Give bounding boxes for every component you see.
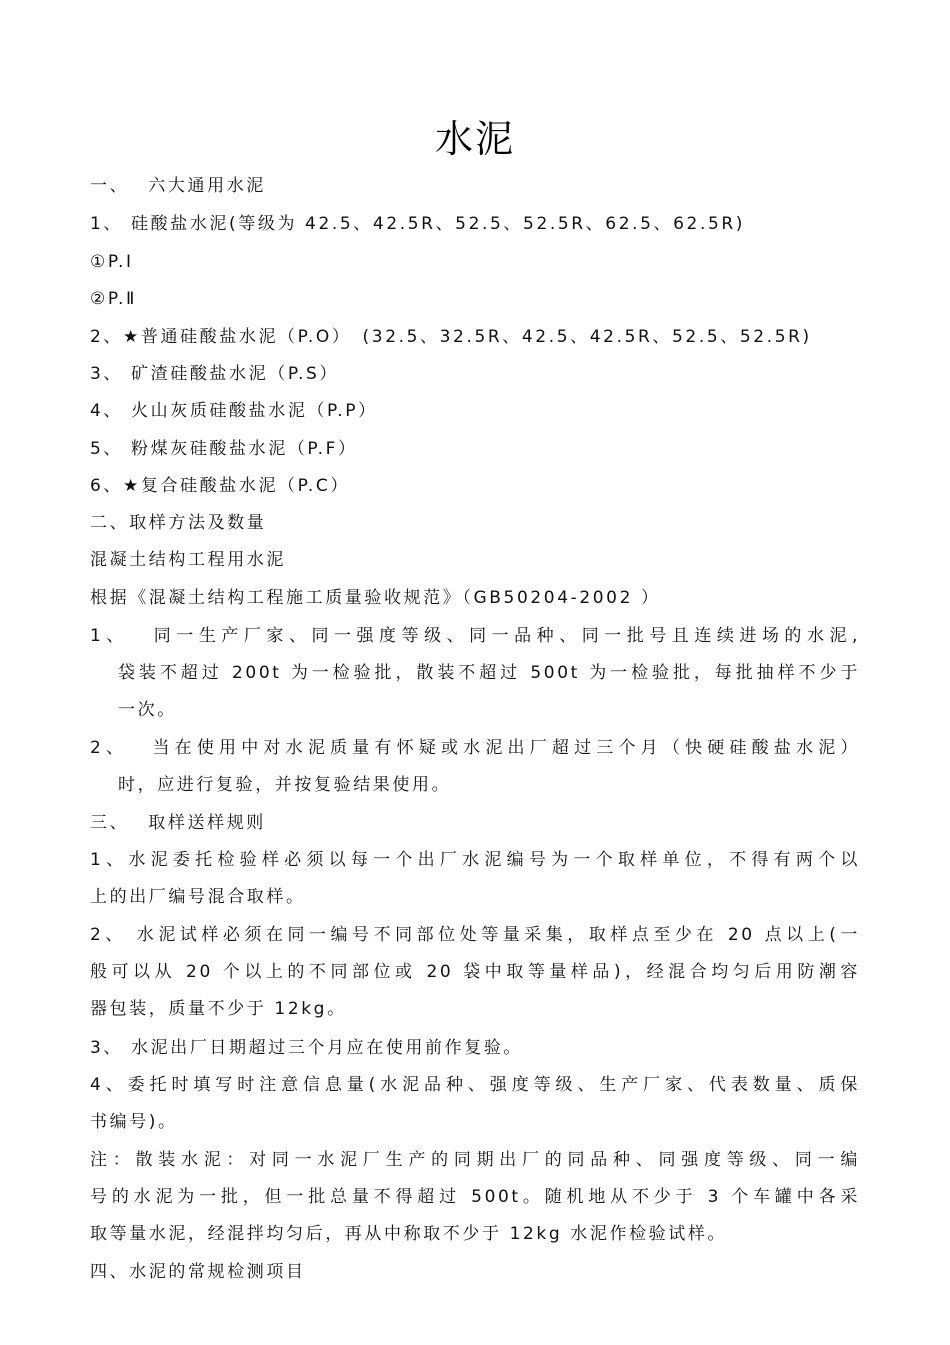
paragraph-line: 一次。	[118, 700, 177, 720]
section-heading: 四、水泥的常规检测项目	[90, 1262, 306, 1282]
section-heading: 一、 六大通用水泥	[90, 176, 266, 196]
list-item: ②P.Ⅱ	[90, 289, 138, 309]
paragraph-line: 器包装，质量不少于 12kg。	[90, 999, 347, 1019]
paragraph-line: 根据《混凝土结构工程施工质量验收规范》（GB50204-2002 ）	[90, 588, 661, 608]
paragraph-line: 书编号)。	[90, 1112, 178, 1132]
paragraph-line: 时，应进行复验，并按复验结果使用。	[118, 775, 452, 795]
paragraph-line: 4、委托时填写时注意信息量(水泥品种、强度等级、生产厂家、代表数量、质保	[90, 1075, 860, 1095]
paragraph-line: 般可以从 20 个以上的不同部位或 20 袋中取等量样品)，经混合均匀后用防潮容	[90, 962, 860, 982]
list-item: 1、 硅酸盐水泥(等级为 42.5、42.5R、52.5、52.5R、62.5、62.5R)	[90, 214, 746, 234]
paragraph-line: 1、水泥委托检验样必须以每一个出厂水泥编号为一个取样单位，不得有两个以	[90, 850, 860, 870]
list-item: 5、 粉煤灰硅酸盐水泥（P.F）	[90, 439, 358, 459]
paragraph-line: 2、 当在使用中对水泥质量有怀疑或水泥出厂超过三个月（快硬硅酸盐水泥）	[90, 738, 860, 758]
note-line: 号的水泥为一批，但一批总量不得超过 500t。随机地从不少于 3 个车罐中各采	[90, 1187, 860, 1207]
section-heading: 二、取样方法及数量	[90, 513, 267, 533]
document-title: 水泥	[434, 117, 515, 161]
paragraph-line: 1、 同一生产厂家、同一强度等级、同一品种、同一批号且连续进场的水泥,	[90, 626, 860, 646]
paragraph-line: 2、 水泥试样必须在同一编号不同部位处等量采集，取样点至少在 20 点以上(一	[90, 925, 860, 945]
list-item: 6、★复合硅酸盐水泥（P.C）	[90, 476, 350, 496]
note-line: 注：散装水泥：对同一水泥厂生产的同期出厂的同品种、同强度等级、同一编	[90, 1150, 860, 1170]
paragraph-line: 3、 水泥出厂日期超过三个月应在使用前作复验。	[90, 1038, 524, 1058]
list-item: 4、 火山灰质硅酸盐水泥（P.P）	[90, 401, 378, 421]
note-line: 取等量水泥，经混拌均匀后，再从中称取不少于 12kg 水泥作检验试样。	[90, 1224, 728, 1244]
paragraph-line: 袋装不超过 200t 为一检验批，散装不超过 500t 为一检验批，每批抽样不少于	[118, 663, 860, 683]
section-heading: 三、 取样送样规则	[90, 813, 266, 833]
paragraph-line: 混凝土结构工程用水泥	[90, 550, 286, 570]
list-item: 2、★普通硅酸盐水泥（P.O） (32.5、32.5R、42.5、42.5R、52.5、52.5R)	[90, 327, 812, 347]
paragraph-line: 上的出厂编号混合取样。	[90, 887, 306, 907]
list-item: 3、 矿渣硅酸盐水泥（P.S）	[90, 364, 340, 384]
list-item: ①P.Ⅰ	[90, 252, 134, 272]
